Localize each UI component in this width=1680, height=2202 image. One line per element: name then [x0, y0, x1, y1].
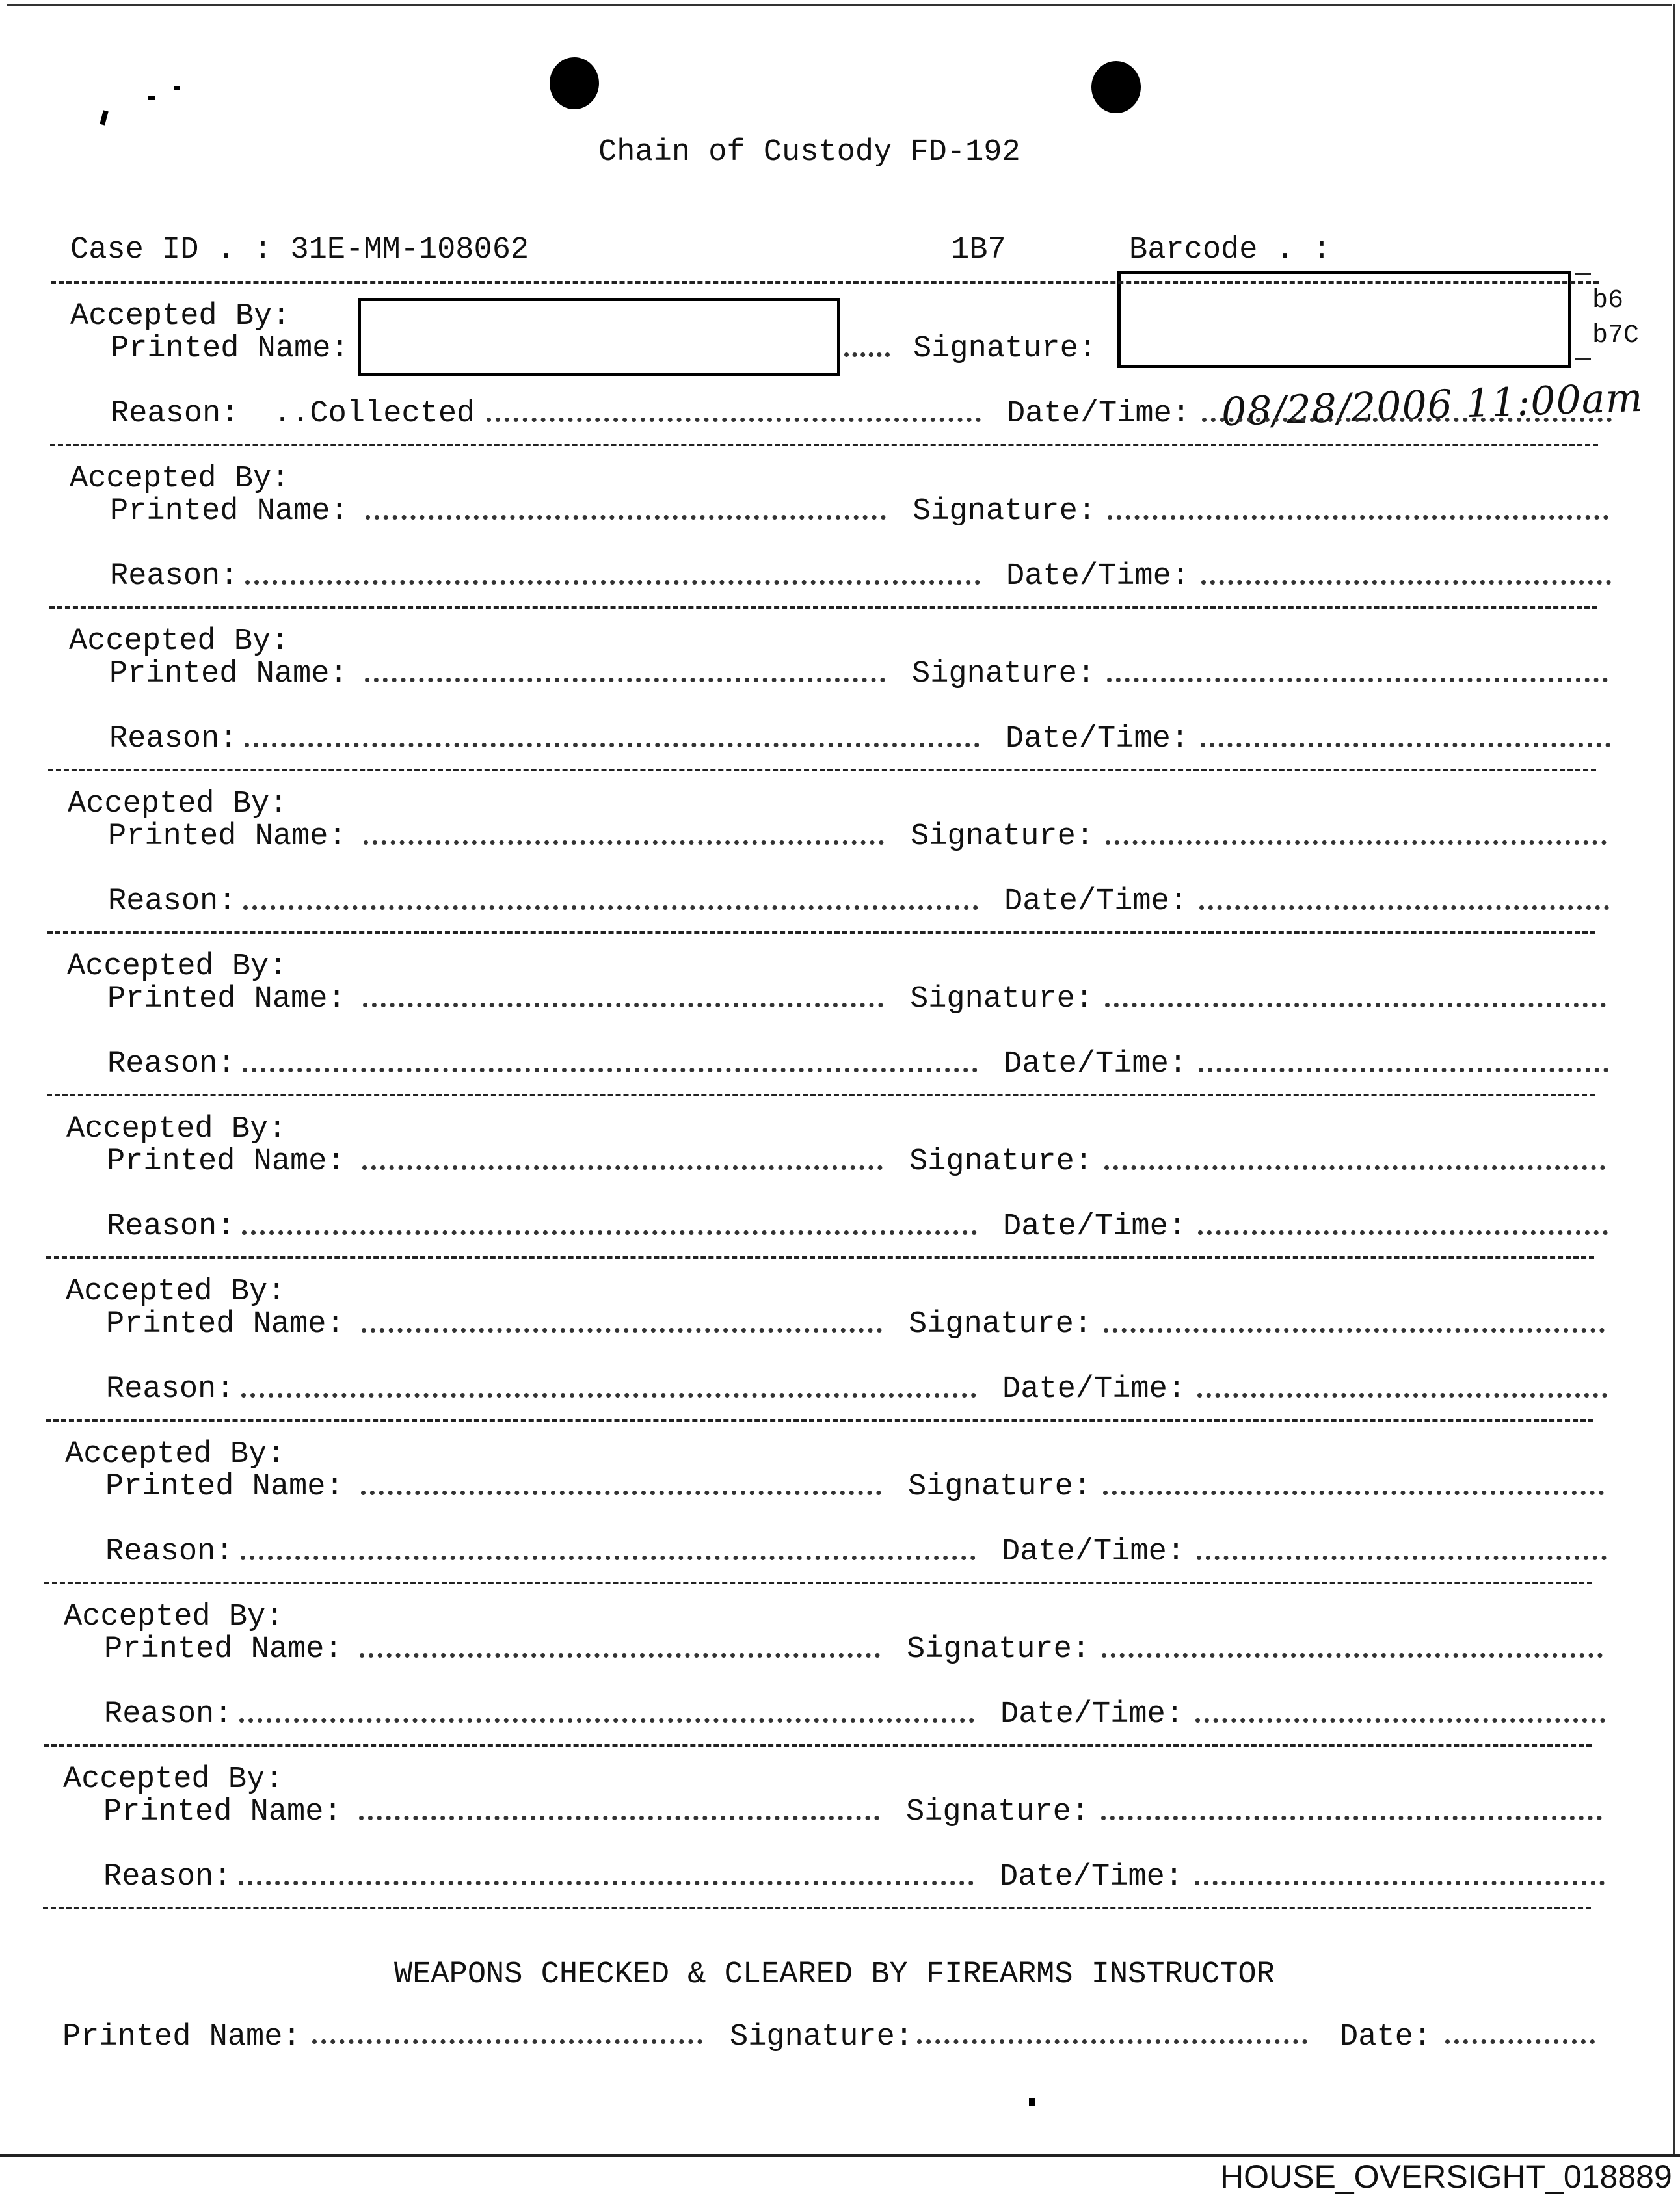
- weapons-printed-name-label: Printed Name:: [62, 2020, 301, 2054]
- reason-label: Reason:: [103, 1860, 232, 1894]
- block-divider: [46, 1256, 1594, 1259]
- block-divider: [49, 606, 1597, 609]
- accepted-by-label: Accepted By:: [66, 1275, 286, 1309]
- printed-name-label: Printed Name:: [108, 819, 347, 854]
- printed-name-field[interactable]: [844, 352, 890, 357]
- printed-name-label: Printed Name:: [109, 657, 348, 691]
- date-time-label: Date/Time:: [1006, 722, 1190, 756]
- date-time-field[interactable]: [1195, 1881, 1605, 1885]
- accepted-by-label: Accepted By:: [67, 949, 287, 984]
- reason-label: Reason:: [108, 884, 237, 919]
- accepted-by-label: Accepted By:: [65, 1437, 286, 1472]
- signature-field[interactable]: [1104, 1328, 1605, 1333]
- date-time-label: Date/Time:: [1007, 397, 1191, 431]
- signature-label: Signature:: [909, 1145, 1093, 1179]
- stray-mark: [174, 86, 180, 90]
- signature-field[interactable]: [1104, 1165, 1605, 1170]
- case-id: Case ID . : 31E-MM-108062: [70, 233, 529, 267]
- weapons-printed-name-field[interactable]: [312, 2039, 702, 2044]
- reason-label: Reason:: [105, 1535, 234, 1569]
- signature-field[interactable]: [1108, 515, 1608, 520]
- signature-field[interactable]: [1107, 678, 1608, 682]
- signature-label: Signature:: [909, 1307, 1093, 1342]
- weapons-date-field[interactable]: [1445, 2039, 1595, 2044]
- punch-hole-right: [1091, 61, 1141, 113]
- exemption-code-b7c: b7C: [1592, 321, 1640, 351]
- stray-mark: [148, 96, 155, 100]
- printed-name-field[interactable]: [359, 1816, 879, 1820]
- signature-label: Signature:: [912, 657, 1096, 691]
- bates-number: HOUSE_OVERSIGHT_018889: [1220, 2158, 1672, 2195]
- stray-mark: [100, 110, 108, 125]
- printed-name-label: Printed Name:: [103, 1795, 342, 1829]
- reason-field[interactable]: [241, 1393, 976, 1398]
- block-divider: [46, 1419, 1593, 1422]
- reason-field[interactable]: [487, 418, 981, 422]
- date-time-field[interactable]: [1198, 1230, 1608, 1235]
- stray-mark: [1029, 2098, 1035, 2106]
- signature-label: Signature:: [911, 819, 1095, 854]
- printed-name-label: Printed Name:: [107, 982, 346, 1016]
- redacted-printed-name: [358, 298, 840, 376]
- printed-name-field[interactable]: [365, 678, 885, 682]
- block-divider: [43, 1907, 1591, 1909]
- date-time-label: Date/Time:: [1004, 884, 1188, 919]
- date-time-field[interactable]: [1197, 1393, 1607, 1398]
- signature-field[interactable]: [1101, 1816, 1602, 1820]
- date-time-label: Date/Time:: [1000, 1697, 1184, 1732]
- reason-label: Reason:: [106, 1372, 235, 1407]
- printed-name-label: Printed Name:: [105, 1470, 344, 1504]
- printed-name-label: Printed Name:: [104, 1632, 343, 1667]
- block-divider: [47, 931, 1595, 934]
- date-time-field[interactable]: [1199, 905, 1609, 910]
- block-divider: [44, 1744, 1592, 1747]
- printed-name-label: Printed Name:: [106, 1307, 345, 1342]
- date-time-field[interactable]: [1199, 1068, 1608, 1072]
- reason-label: Reason:: [111, 397, 239, 431]
- handwritten-date-time: 08/28/2006 11:00am: [1220, 375, 1644, 436]
- signature-label: Signature:: [908, 1470, 1092, 1504]
- reason-label: Reason:: [104, 1697, 233, 1732]
- reason-field[interactable]: [245, 743, 980, 747]
- printed-name-label: Printed Name:: [107, 1145, 345, 1179]
- punch-hole-left: [550, 57, 599, 109]
- weapons-signature-field[interactable]: [917, 2039, 1307, 2044]
- form-title: Chain of Custody FD-192: [598, 135, 1020, 170]
- accepted-by-label: Accepted By:: [68, 787, 288, 821]
- date-time-field[interactable]: [1197, 1556, 1607, 1560]
- date-time-field[interactable]: [1201, 743, 1610, 747]
- date-time-field[interactable]: [1201, 580, 1611, 585]
- weapons-heading: WEAPONS CHECKED & CLEARED BY FIREARMS INSTRUCTOR: [394, 1957, 1275, 1992]
- signature-label: Signature:: [907, 1632, 1091, 1667]
- reason-field[interactable]: [243, 1068, 978, 1072]
- date-time-label: Date/Time:: [1004, 1047, 1188, 1081]
- date-time-label: Date/Time:: [1002, 1535, 1186, 1569]
- reason-label: Reason:: [107, 1210, 235, 1244]
- date-time-label: Date/Time:: [1002, 1372, 1186, 1407]
- signature-label: Signature:: [913, 494, 1097, 529]
- printed-name-label: Printed Name:: [110, 494, 349, 529]
- exemption-code-b6: b6: [1592, 286, 1624, 315]
- block-divider: [50, 444, 1598, 446]
- reason-label: Reason:: [110, 559, 239, 594]
- printed-name-field[interactable]: [360, 1653, 880, 1658]
- accepted-by-label: Accepted By:: [63, 1762, 284, 1797]
- block-divider: [47, 1094, 1595, 1096]
- printed-name-field[interactable]: [362, 1328, 882, 1333]
- printed-name-field[interactable]: [363, 1003, 883, 1007]
- block-divider: [48, 769, 1596, 771]
- page-bottom-edge: [0, 2154, 1680, 2157]
- accepted-by-label: Accepted By:: [70, 299, 291, 334]
- date-time-label: Date/Time:: [1003, 1210, 1187, 1244]
- reason-value: ..Collected: [273, 397, 475, 431]
- printed-name-field[interactable]: [364, 840, 884, 845]
- reason-field[interactable]: [241, 1556, 976, 1560]
- reason-field[interactable]: [243, 905, 978, 910]
- printed-name-field[interactable]: [362, 1165, 883, 1170]
- printed-name-field[interactable]: [366, 515, 886, 520]
- exemption-bracket: [1575, 273, 1591, 360]
- date-time-label: Date/Time:: [1006, 559, 1190, 594]
- printed-name-field[interactable]: [361, 1491, 881, 1495]
- block-divider: [44, 1582, 1592, 1584]
- reason-label: Reason:: [107, 1047, 236, 1081]
- signature-field[interactable]: [1105, 1003, 1606, 1007]
- date-time-field[interactable]: [1195, 1718, 1605, 1723]
- block-divider: [51, 281, 1599, 284]
- date-time-label: Date/Time:: [1000, 1860, 1184, 1894]
- signature-label: Signature:: [910, 982, 1094, 1016]
- reason-field[interactable]: [239, 1718, 974, 1723]
- signature-label: Signature:: [906, 1795, 1090, 1829]
- weapons-date-label: Date:: [1340, 2020, 1432, 2054]
- accepted-by-label: Accepted By:: [66, 1112, 287, 1147]
- signature-field[interactable]: [1106, 840, 1607, 845]
- accepted-by-label: Accepted By:: [69, 624, 289, 659]
- redacted-barcode-signature: [1117, 271, 1571, 368]
- accepted-by-label: Accepted By:: [70, 462, 290, 496]
- reason-field[interactable]: [245, 580, 980, 585]
- signature-label: Signature:: [913, 332, 1097, 366]
- page-top-edge: [7, 4, 1672, 6]
- reason-label: Reason:: [109, 722, 238, 756]
- weapons-signature-label: Signature:: [730, 2020, 914, 2054]
- reason-field[interactable]: [242, 1230, 977, 1235]
- item-code: 1B7: [951, 233, 1006, 267]
- signature-field[interactable]: [1103, 1491, 1604, 1495]
- printed-name-label: Printed Name:: [111, 332, 349, 366]
- barcode-label: Barcode . :: [1129, 233, 1331, 267]
- reason-field[interactable]: [239, 1881, 974, 1885]
- signature-field[interactable]: [1102, 1653, 1603, 1658]
- accepted-by-label: Accepted By:: [64, 1600, 284, 1634]
- date-time-field[interactable]: [1202, 418, 1612, 422]
- page-right-edge: [1673, 4, 1675, 2155]
